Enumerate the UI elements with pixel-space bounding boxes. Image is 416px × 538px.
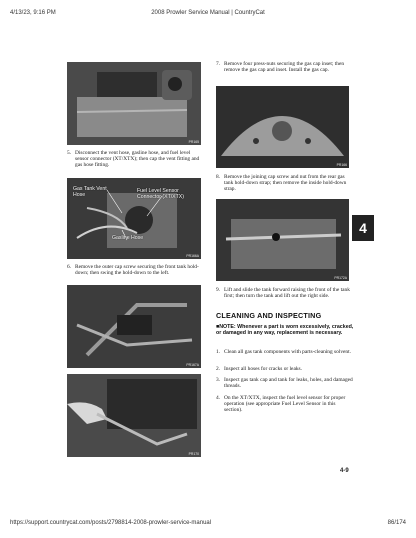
step-9 bbox=[216, 287, 354, 299]
print-url[interactable]: https://support.countrycat.com/posts/2798814-2008-prowler-service-manual bbox=[10, 520, 212, 526]
figure-pr166-gas-cap bbox=[216, 86, 349, 168]
step-text: Clean all gas tank components with parts-cleaning solvent. bbox=[224, 349, 351, 355]
step-number: 9. bbox=[216, 287, 221, 293]
section-tab: 4 bbox=[352, 215, 374, 241]
figure-code: PR165 bbox=[188, 140, 199, 144]
step-text: Remove four press-nuts securing the gas cap inset; then remove the gas cap and inset. Install the gas cap. bbox=[224, 61, 345, 74]
step-text: Lift and slide the tank forward raising the front of the tank first; then turn the tank and lift out the right side. bbox=[224, 287, 350, 300]
figure-code: PR170 bbox=[188, 452, 199, 456]
inspect-step-1 bbox=[216, 349, 354, 355]
figure-code: PR166A bbox=[186, 254, 199, 258]
step-number: 4. bbox=[216, 395, 221, 401]
note-paragraph: ■NOTE: Whenever a part is worn excessively, cracked, or damaged in any way, replacement is necessary. bbox=[216, 324, 354, 337]
step-5 bbox=[67, 150, 205, 168]
step-text: Remove the outer cap screw securing the front tank hold-down; then swing the hold-down to the left. bbox=[75, 264, 199, 277]
figure-gas-cap-illustration bbox=[216, 86, 349, 168]
step-number: 7. bbox=[216, 61, 221, 67]
step-number: 2. bbox=[216, 366, 221, 372]
step-number: 3. bbox=[216, 377, 221, 383]
figure-pr172a-illustration bbox=[216, 199, 349, 281]
figure-code: PR172A bbox=[334, 276, 347, 280]
step-number: 8. bbox=[216, 174, 221, 180]
step-6 bbox=[67, 264, 205, 276]
step-number: 5. bbox=[67, 150, 72, 156]
step-text: Inspect all hoses for cracks or leaks. bbox=[224, 366, 302, 372]
print-page-count: 86/174 bbox=[387, 520, 406, 526]
figure-pr170 bbox=[67, 374, 201, 457]
print-title: 2008 Prowler Service Manual | CountryCat bbox=[151, 10, 265, 16]
figure-pr165-illustration bbox=[67, 62, 201, 145]
page-number: 4-9 bbox=[340, 468, 349, 474]
step-text: Remove the joining cap screw and nut from the rear gas tank hold-down strap; then remove the inside hold-down strap. bbox=[224, 174, 347, 193]
step-text: Inspect gas tank cap and tank for leaks, holes, and damaged threads. bbox=[224, 377, 353, 390]
figure-code: PR167A bbox=[186, 363, 199, 367]
figure-pr165 bbox=[67, 62, 201, 145]
callout-fuel-level-sensor: Fuel Level Sensor Connector (XT/XTX) bbox=[137, 188, 184, 200]
inspect-step-4 bbox=[216, 395, 354, 413]
figure-pr167a-illustration bbox=[67, 285, 201, 368]
figure-code: PR166 bbox=[336, 163, 347, 167]
print-datetime: 4/13/23, 9:16 PM bbox=[10, 10, 56, 16]
step-number: 6. bbox=[67, 264, 72, 270]
figure-pr172a bbox=[216, 199, 349, 281]
inspect-step-3 bbox=[216, 377, 354, 389]
step-text: On the XT/XTX, inspect the fuel level sensor for proper operation (see appropriate Fuel Level Sensor in this section). bbox=[224, 395, 346, 414]
figure-pr170-illustration bbox=[67, 374, 201, 457]
callout-gasline-hose: Gasline Hose bbox=[112, 235, 144, 241]
step-number: 1. bbox=[216, 349, 221, 355]
section-title: CLEANING AND INSPECTING bbox=[216, 311, 322, 320]
figure-pr166 bbox=[67, 178, 201, 259]
step-8 bbox=[216, 174, 354, 192]
figure-pr167a bbox=[67, 285, 201, 368]
inspect-step-2 bbox=[216, 366, 354, 372]
step-7 bbox=[216, 61, 354, 73]
callout-vent-hose: Gas Tank Vent Hose bbox=[73, 186, 107, 198]
step-text: Disconnect the vent hose, gasline hose, and fuel level sensor connector (XT/XTX); then cap the vent fitting and gas hose fitting. bbox=[75, 150, 200, 169]
